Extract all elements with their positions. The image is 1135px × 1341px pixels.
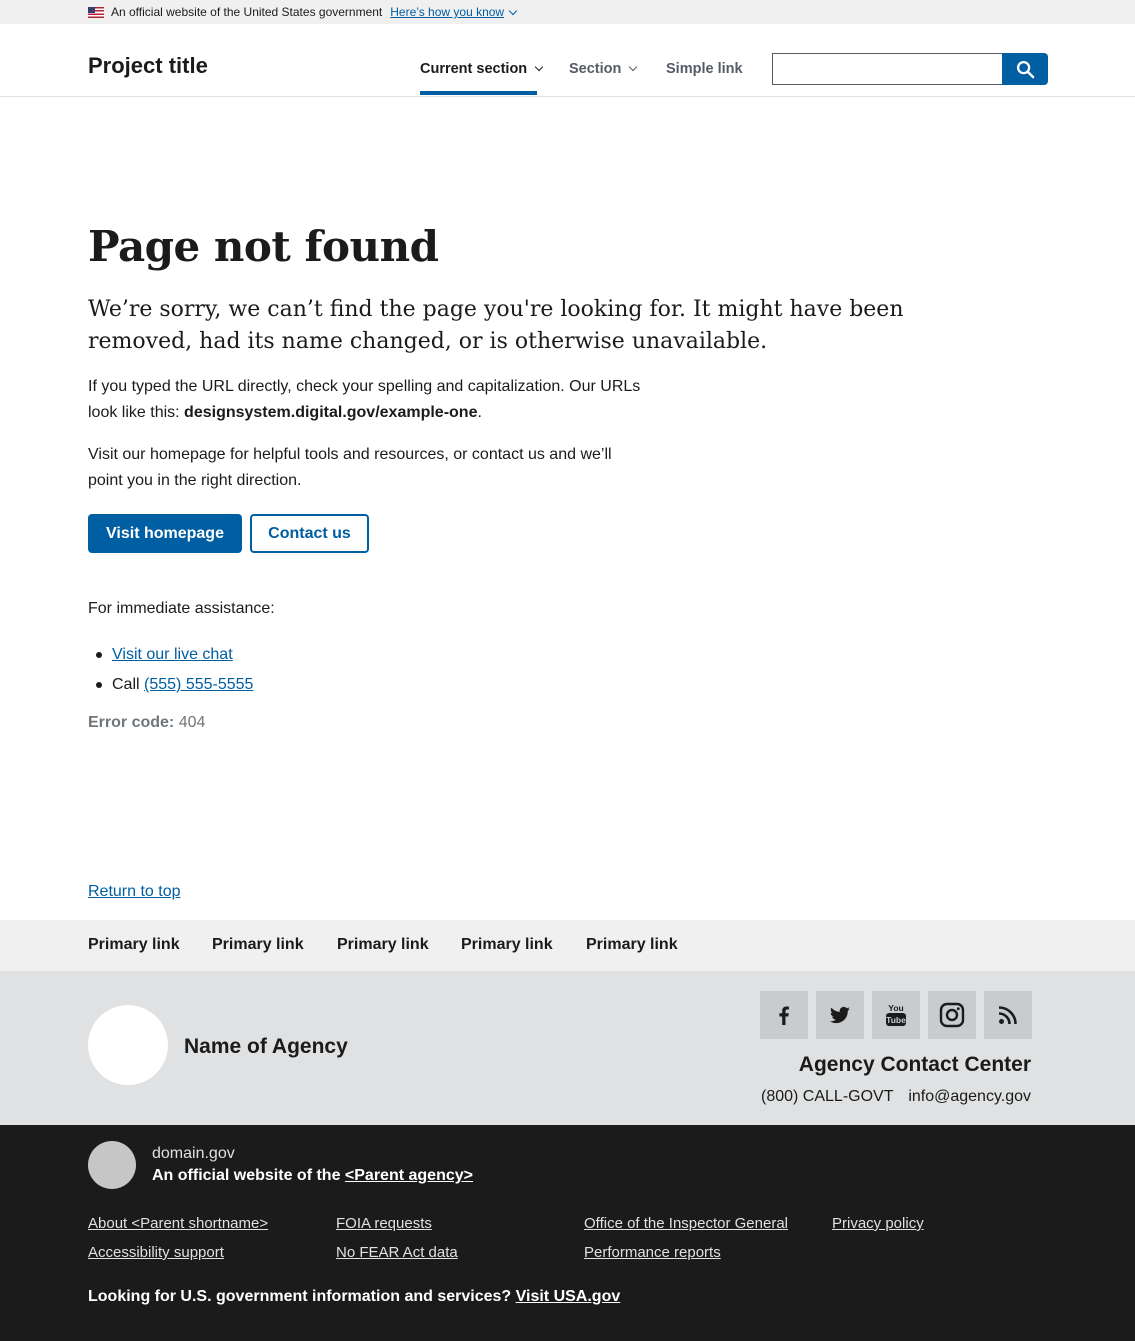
foia-requests-link[interactable]: FOIA requests <box>336 1215 432 1232</box>
instagram-link[interactable] <box>928 991 976 1039</box>
privacy-policy-link[interactable]: Privacy policy <box>832 1215 924 1232</box>
facebook-icon <box>772 1003 796 1027</box>
nav-current-section[interactable] <box>420 61 542 77</box>
bullet <box>96 682 102 688</box>
footer-primary-link[interactable]: Primary link <box>212 936 304 953</box>
performance-reports-link[interactable]: Performance reports <box>584 1244 721 1261</box>
error-code-value: 404 <box>178 714 206 731</box>
assistance-heading: For immediate assistance: <box>88 600 275 617</box>
footer-primary-link[interactable]: Primary link <box>461 936 553 953</box>
list-item <box>96 640 253 670</box>
banner-how-label: Here’s how you know <box>390 5 505 19</box>
bullet <box>96 652 102 658</box>
chevron-down-icon <box>535 63 543 71</box>
list-item <box>96 670 253 700</box>
footer-primary-link[interactable]: Primary link <box>586 936 678 953</box>
current-section-indicator <box>420 91 537 95</box>
lead-text: We’re sorry, we can’t find the page you're looking for. It might have been removed, had its name changed, or is otherwise unavailable. <box>88 297 904 354</box>
url-help-text <box>88 374 648 425</box>
nav-label: Simple link <box>666 61 743 77</box>
identifier-official-text <box>152 1167 473 1185</box>
twitter-icon <box>828 1003 852 1027</box>
example-url: designsystem.digital.gov/example-one <box>184 403 478 421</box>
inspector-general-link[interactable]: Office of the Inspector General <box>584 1215 789 1232</box>
footer-secondary-section <box>0 971 1135 1125</box>
page-title: Page not found <box>88 222 439 271</box>
svg-text:You: You <box>888 1003 904 1013</box>
no-fear-act-link[interactable]: No FEAR Act data <box>336 1244 458 1261</box>
facebook-link[interactable] <box>760 991 808 1039</box>
identifier-section <box>0 1125 1135 1341</box>
gov-banner <box>0 0 1135 24</box>
rss-link[interactable] <box>984 991 1032 1039</box>
about-parent-link[interactable]: About <Parent shortname> <box>88 1215 269 1232</box>
usa-gov-text <box>88 1288 620 1306</box>
svg-text:Tube: Tube <box>886 1015 906 1025</box>
search-icon <box>1016 60 1035 79</box>
banner-text: An official website of the United States government <box>111 5 383 19</box>
url-help-suffix: . <box>477 403 482 421</box>
nav-simple-link[interactable] <box>666 61 743 77</box>
phone-link[interactable]: (555) 555-5555 <box>144 676 254 693</box>
nav-label: Section <box>569 61 622 77</box>
call-prefix: Call <box>112 676 145 693</box>
visit-homepage-button[interactable]: Visit homepage <box>88 514 242 553</box>
youtube-icon <box>884 1002 908 1028</box>
chevron-down-icon <box>629 63 637 71</box>
us-flag-icon <box>88 7 104 18</box>
search-button[interactable] <box>1002 53 1048 85</box>
contact-email-link[interactable]: info@agency.gov <box>908 1088 1031 1105</box>
chevron-down-icon <box>509 7 517 15</box>
parent-agency-link[interactable]: <Parent agency> <box>344 1167 473 1184</box>
footer-primary-section <box>0 920 1135 971</box>
footer-primary-link[interactable]: Primary link <box>337 936 429 953</box>
homepage-help-text: Visit our homepage for helpful tools and resources, or contact us and we’ll point you in the right direction. <box>88 446 612 489</box>
agency-name: Name of Agency <box>184 1035 348 1058</box>
instagram-icon <box>939 1002 965 1028</box>
return-to-top-link[interactable]: Return to top <box>88 883 181 900</box>
visit-usa-gov-link[interactable]: Visit USA.gov <box>515 1288 621 1305</box>
error-code-label: Error code: <box>88 714 175 731</box>
rss-icon <box>997 1004 1019 1026</box>
url-help-prefix: If you typed the URL directly, check your spelling and capitalization. Our URLs look like this: <box>88 378 641 421</box>
footer-primary-link[interactable]: Primary link <box>88 936 180 953</box>
contact-phone-link[interactable]: (800) CALL-GOVT <box>761 1088 894 1105</box>
error-code <box>88 714 205 732</box>
agency-logo <box>88 1005 168 1085</box>
nav-label: Current section <box>420 61 528 77</box>
identifier-domain: domain.gov <box>152 1145 235 1162</box>
contact-us-button[interactable]: Contact us <box>250 514 369 553</box>
parent-agency-logo <box>88 1141 136 1189</box>
assistance-list <box>96 640 253 700</box>
youtube-link[interactable] <box>872 991 920 1039</box>
accessibility-support-link[interactable]: Accessibility support <box>88 1244 224 1261</box>
project-title[interactable]: Project title <box>88 53 208 78</box>
twitter-link[interactable] <box>816 991 864 1039</box>
search-input[interactable] <box>772 53 1003 85</box>
site-header <box>0 24 1135 97</box>
official-prefix: An official website of the <box>152 1167 345 1184</box>
nav-section[interactable] <box>569 61 636 77</box>
banner-how-you-know-link[interactable] <box>390 5 516 19</box>
usa-gov-prefix: Looking for U.S. government information and services? <box>88 1288 516 1305</box>
contact-center-heading: Agency Contact Center <box>798 1053 1031 1076</box>
live-chat-link[interactable]: Visit our live chat <box>112 646 233 663</box>
